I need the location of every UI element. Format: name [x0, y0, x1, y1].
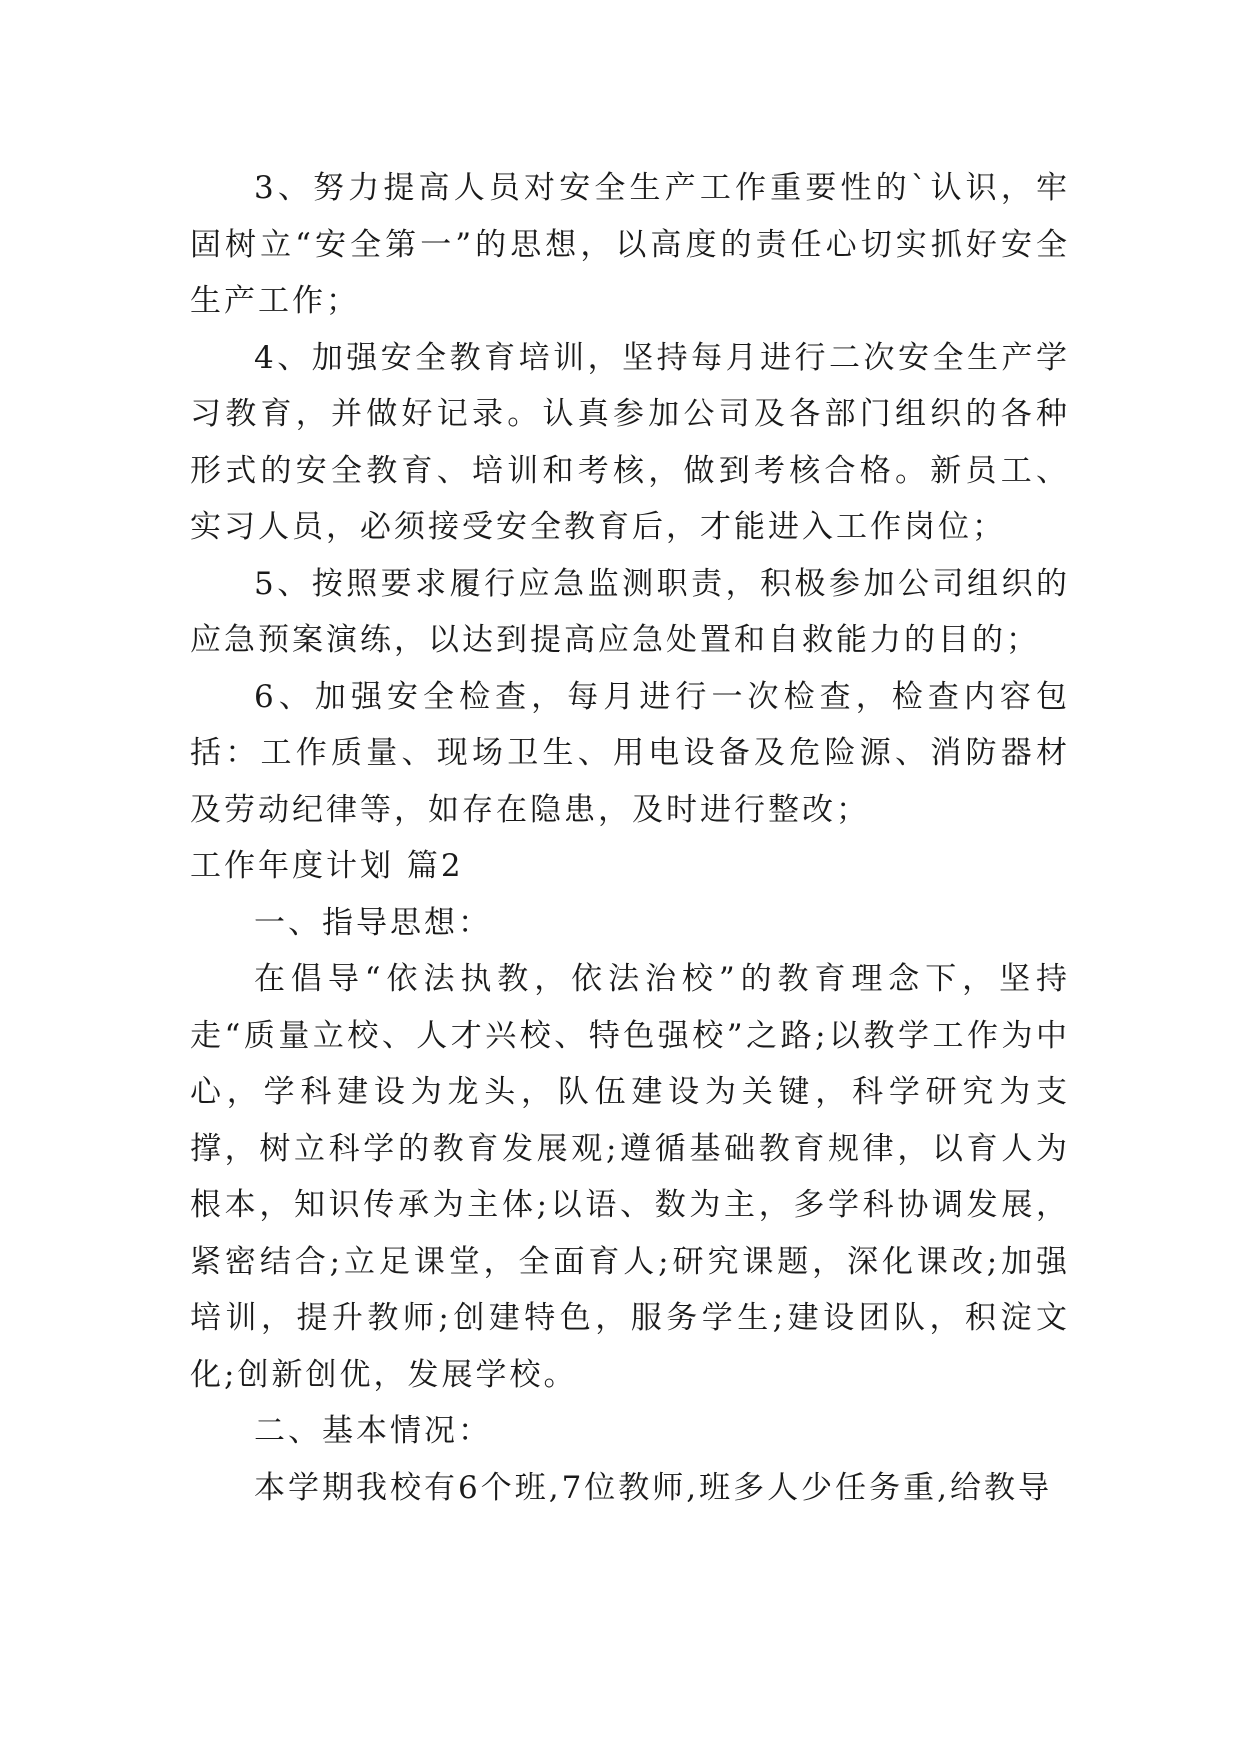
subheading-basic-situation: 二、基本情况：: [254, 1413, 492, 1449]
subheading-guiding-ideology: 一、指导思想：: [254, 904, 492, 941]
section-heading: 工作年度计划 篇2: [190, 848, 464, 884]
paragraph-safety-inspection: 6、加强安全检查，每月进行一次检查，检查内容包括：工作质量、现场卫生、用电设备及危险源、消防器材及劳动纪律等，如存在隐患，及时进行整改；: [190, 678, 1070, 828]
paragraph-basic-situation: 本学期我校有6个班,7位教师,班多人少任务重,给教导: [254, 1469, 1053, 1506]
paragraph-safety-training: 4、加强安全教育培训，坚持每月进行二次安全生产学习教育，并做好记录。认真参加公司及各部门组织的各种形式的安全教育、培训和考核，做到考核合格。新员工、实习人员，必须接受安全教育后，才能进入工作岗位；: [190, 339, 1070, 545]
paragraph-safety-awareness: 3、努力提高人员对安全生产工作重要性的`认识，牢固树立“安全第一”的思想，以高度的责任心切实抓好安全生产工作；: [190, 170, 1070, 319]
paragraph-guiding-ideology: 在倡导“依法执教，依法治校”的教育理念下，坚持走“质量立校、人才兴校、特色强校”之路;以教学工作为中心，学科建设为龙头，队伍建设为关键，科学研究为支撑，树立科学的教育发展观;遵循基础教育规律，以育人为根本，知识传承为主体;以语、数为主，多学科协调发展，紧密结合;立足课堂，全面育人;研究课题，深化课改;加强培训，提升教师;创建特色，服务学生;建设团队，积淀文化;创新创优，发展学校。: [190, 961, 1070, 1393]
paragraph-emergency-monitoring: 5、按照要求履行应急监测职责，积极参加公司组织的应急预案演练，以达到提高应急处置和自救能力的目的；: [190, 565, 1070, 658]
document-body: [190, 160, 1070, 1516]
